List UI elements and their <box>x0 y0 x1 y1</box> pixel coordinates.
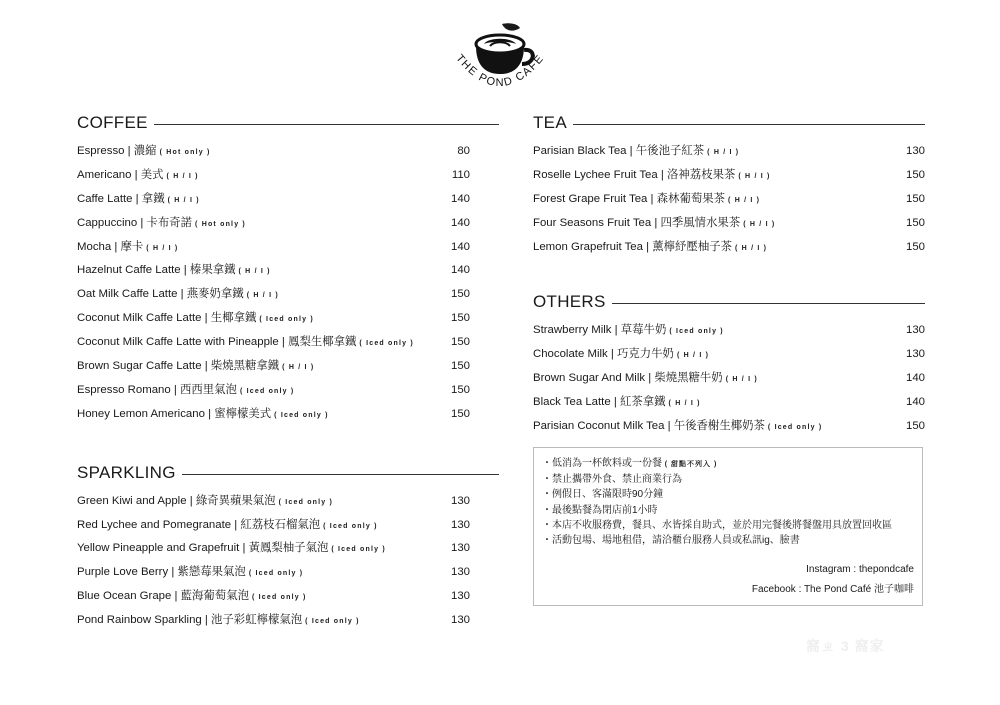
item-price: 150 <box>450 360 470 373</box>
item-note: ( Iced only ) <box>274 411 329 419</box>
item-name: Purple Love Berry | 紫戀莓果氣泡 <box>77 566 246 579</box>
section-title: COFFEE <box>77 112 154 134</box>
item-price: 150 <box>450 336 470 349</box>
item-name: Hazelnut Caffe Latte | 榛果拿鐵 <box>77 264 236 277</box>
contact-info <box>752 560 914 600</box>
menu-item <box>77 585 470 609</box>
item-name: Oat Milk Caffe Latte | 燕麥奶拿鐵 <box>77 288 244 301</box>
item-price: 150 <box>450 383 470 396</box>
item-price: 130 <box>450 590 470 603</box>
item-note: ( Hot only ) <box>159 149 211 156</box>
menu-item <box>77 331 470 355</box>
menu-item <box>533 391 925 415</box>
item-name: Parisian Black Tea | 午後池子紅茶 <box>533 145 705 157</box>
menu-item <box>77 283 470 307</box>
rule-item <box>542 503 912 518</box>
rule-note: ( 甜點不列入 ) <box>664 461 718 468</box>
menu-item <box>533 343 925 367</box>
item-name: Espresso | 濃縮 <box>77 145 157 157</box>
item-price: 150 <box>450 312 470 325</box>
section-title: TEA <box>533 112 573 134</box>
item-note: ( Iced only ) <box>767 424 823 432</box>
item-price: 140 <box>905 372 925 385</box>
menu-item <box>77 355 470 379</box>
menu-item <box>77 236 470 260</box>
menu-item <box>533 164 925 188</box>
section-title: SPARKLING <box>77 462 182 484</box>
item-note: ( Iced only ) <box>331 546 386 554</box>
item-name: Roselle Lychee Fruit Tea | 洛神荔枝果茶 <box>533 168 736 181</box>
item-note: ( Iced only ) <box>323 522 378 530</box>
item-price: 130 <box>905 324 925 337</box>
item-name: Chocolate Milk | 巧克力牛奶 <box>533 348 674 361</box>
pond-cafe-logo <box>440 20 560 106</box>
menu-item <box>77 259 470 283</box>
tea-list <box>533 140 925 259</box>
item-note: ( H / I ) <box>676 352 710 360</box>
item-price: 130 <box>450 614 470 627</box>
item-price: 80 <box>457 145 470 157</box>
rule-item <box>542 472 912 487</box>
item-name: Strawberry Milk | 草莓牛奶 <box>533 324 667 337</box>
item-price: 140 <box>450 240 470 253</box>
item-price: 150 <box>905 240 925 253</box>
right-column <box>533 112 925 439</box>
item-note: ( H / I ) <box>725 376 758 384</box>
item-note: ( H / I ) <box>282 364 315 372</box>
item-note: ( H / I ) <box>146 244 179 252</box>
menu-item <box>77 379 470 403</box>
menu-item <box>77 164 470 188</box>
others-header <box>533 291 925 313</box>
item-note: ( Iced only ) <box>359 340 414 348</box>
menu-item <box>533 212 925 236</box>
item-note: ( H / I ) <box>668 400 701 408</box>
rule-item <box>542 487 912 502</box>
item-name: Four Seasons Fruit Tea | 四季風情水果茶 <box>533 216 741 229</box>
menu-item <box>77 307 470 331</box>
item-note: ( H / I ) <box>738 172 771 180</box>
item-note: ( Iced only ) <box>259 316 314 324</box>
item-name: Americano | 美式 <box>77 168 164 181</box>
brand-name: THE POND CAFÉ <box>453 52 547 90</box>
item-name: Parisian Coconut Milk Tea | 午後香榭生椰奶茶 <box>533 420 765 433</box>
coffee-list <box>77 140 470 427</box>
rule-text: ・活動包場、場地租借，請洽櫃台服務人員或私訊ig、臉書 <box>542 535 800 547</box>
item-price: 150 <box>450 288 470 301</box>
item-price: 150 <box>905 216 925 229</box>
rule-item <box>542 456 912 472</box>
menu-item <box>77 514 470 538</box>
menu-item <box>533 140 925 164</box>
rule-text: ・本店不收服務費，餐具、水皆採自助式，並於用完餐後將餐盤用具放置回收區 <box>542 519 892 531</box>
menu-item <box>533 188 925 212</box>
item-name: Brown Sugar And Milk | 柴燒黑糖牛奶 <box>533 372 723 385</box>
menu-item <box>77 609 470 633</box>
item-note: ( Iced only ) <box>305 618 360 626</box>
item-name: Lemon Grapefruit Tea | 薰檸紓壓柚子茶 <box>533 240 732 253</box>
menu-item <box>77 537 470 561</box>
item-note: ( H / I ) <box>167 196 200 204</box>
left-column <box>77 112 470 633</box>
menu-item <box>533 367 925 391</box>
item-name: Black Tea Latte | 紅茶拿鐵 <box>533 396 666 409</box>
item-name: Yellow Pineapple and Grapefruit | 黃鳳梨柚子氣泡 <box>77 542 329 555</box>
item-price: 140 <box>450 192 470 205</box>
item-note: ( H / I ) <box>728 196 761 204</box>
menu-item <box>77 140 470 164</box>
menu-item <box>77 490 470 514</box>
item-name: Red Lychee and Pomegranate | 紅荔枝石榴氣泡 <box>77 518 321 531</box>
menu-item <box>533 319 925 343</box>
rule-text: ・例假日、客滿限時90分鐘 <box>542 489 664 501</box>
item-note: ( H / I ) <box>166 172 199 180</box>
rule-text: ・最後點餐為閉店前1小時 <box>542 504 658 516</box>
item-name: Green Kiwi and Apple | 綠奇異蘋果氣泡 <box>77 494 276 507</box>
item-price: 140 <box>450 216 470 229</box>
item-note: ( Iced only ) <box>669 328 724 336</box>
coffee-header <box>77 112 470 134</box>
item-name: Mocha | 摩卡 <box>77 240 144 253</box>
item-name: Honey Lemon Americano | 蜜檸檬美式 <box>77 407 272 420</box>
item-price: 130 <box>450 494 470 507</box>
facebook-page: Facebook : The Pond Café 池子咖啡 <box>751 584 914 595</box>
rule-text: ・禁止攜帶外食、禁止商業行為 <box>542 474 682 486</box>
item-price: 130 <box>450 542 470 555</box>
menu-item <box>77 212 470 236</box>
others-list <box>533 319 925 438</box>
item-note: ( H / I ) <box>743 220 776 228</box>
item-price: 150 <box>905 192 925 205</box>
item-price: 130 <box>905 145 925 157</box>
item-price: 110 <box>451 168 470 181</box>
menu-item <box>77 561 470 585</box>
watermark: 窩ㄓ 3 窩家 <box>806 638 885 654</box>
item-note: ( H / I ) <box>238 268 271 276</box>
menu-item <box>533 236 925 260</box>
tea-header <box>533 112 925 134</box>
item-note: ( Iced only ) <box>248 570 304 578</box>
item-note: ( Iced only ) <box>239 387 295 395</box>
item-name: Coconut Milk Caffe Latte | 生椰拿鐵 <box>77 312 257 325</box>
house-rules-box <box>533 447 923 606</box>
item-price: 150 <box>905 168 925 181</box>
item-price: 140 <box>905 396 925 409</box>
item-name: Pond Rainbow Sparkling | 池子彩虹檸檬氣泡 <box>77 614 303 627</box>
item-note: ( H / I ) <box>246 292 279 300</box>
sparkling-header <box>77 462 470 484</box>
item-note: ( H / I ) <box>707 149 740 156</box>
item-note: ( Iced only ) <box>251 594 307 602</box>
item-name: Blue Ocean Grape | 藍海葡萄氣泡 <box>77 590 249 603</box>
item-name: Caffe Latte | 拿鐵 <box>77 192 165 205</box>
rule-text: ・低消為一杯飲料或一份餐 <box>542 458 662 469</box>
sparkling-list <box>77 490 470 633</box>
section-title: OTHERS <box>533 291 612 313</box>
menu-item <box>77 188 470 212</box>
instagram-handle: Instagram : thepondcafe <box>806 564 914 575</box>
item-name: Cappuccino | 卡布奇諾 <box>77 216 193 229</box>
rule-item <box>542 533 912 548</box>
item-name: Forest Grape Fruit Tea | 森林葡萄果茶 <box>533 192 726 205</box>
item-price: 140 <box>450 264 470 277</box>
menu-item <box>533 415 925 439</box>
item-name: Coconut Milk Caffe Latte with Pineapple | 鳳梨生椰拿鐵 <box>77 336 357 349</box>
item-price: 150 <box>905 420 925 433</box>
item-price: 130 <box>450 518 470 531</box>
item-price: 150 <box>450 407 470 420</box>
item-name: Brown Sugar Caffe Latte | 柴燒黑糖拿鐵 <box>77 360 280 373</box>
item-note: ( Hot only ) <box>195 220 246 228</box>
item-note: ( H / I ) <box>735 244 768 252</box>
item-note: ( Iced only ) <box>278 498 334 506</box>
item-name: Espresso Romano | 西西里氣泡 <box>77 383 237 396</box>
menu-item <box>77 403 470 427</box>
rule-item <box>542 518 912 533</box>
item-price: 130 <box>450 566 470 579</box>
item-price: 130 <box>905 348 925 361</box>
divider <box>533 124 925 125</box>
